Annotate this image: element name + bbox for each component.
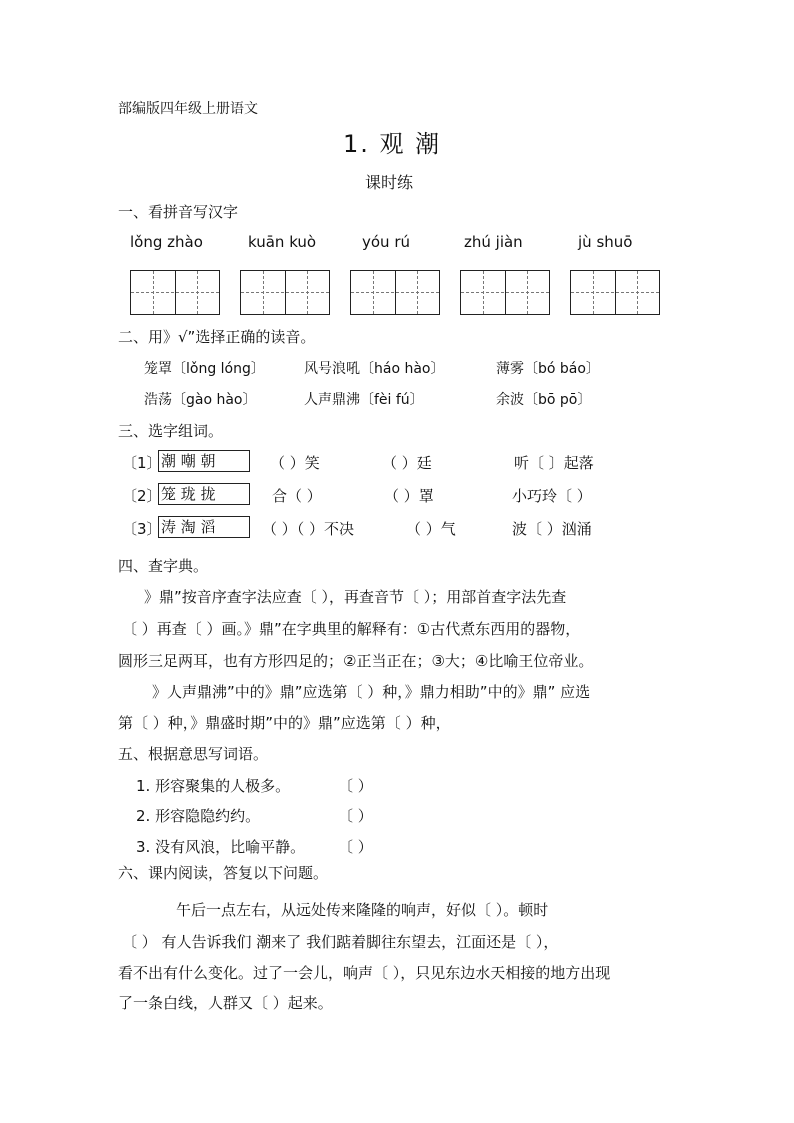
- reading-passage-line: 了一条白线，人群又〔 ）起来。: [118, 994, 333, 1012]
- page-title: 1. 观 潮: [343, 130, 442, 158]
- writing-grid-4[interactable]: [460, 270, 550, 315]
- word-blank[interactable]: （ ）气: [406, 520, 456, 538]
- row-number: 〔3〕: [122, 520, 162, 538]
- section-6-heading: 六、课内阅读，答复以下问题。: [118, 864, 329, 882]
- word-blank[interactable]: 小巧玲〔 ）: [512, 487, 592, 505]
- section-4-heading: 四、查字典。: [118, 557, 209, 575]
- reading-passage-line: 看不出有什么变化。过了一会儿，响声〔 ），只见东边水天相接的地方出现: [118, 964, 611, 982]
- section-1-heading: 一、看拼音写汉字: [118, 203, 239, 221]
- section-5-heading: 五、根据意思写词语。: [118, 745, 269, 763]
- char-choice-box: 笼 珑 拢: [158, 483, 250, 505]
- answer-blank[interactable]: 〔 ）: [338, 777, 373, 795]
- answer-blank[interactable]: 〔 ）: [338, 807, 373, 825]
- reading-passage-line: 午后一点左右，从远处传来隆隆的响声，好似〔 ）。顿时: [176, 901, 549, 919]
- word-blank[interactable]: （ ）笑: [270, 454, 320, 472]
- pinyin-3: yóu rú: [362, 233, 411, 251]
- pinyin-5: jù shuō: [578, 233, 633, 251]
- writing-grid-3[interactable]: [350, 270, 440, 315]
- word-blank[interactable]: （ ）（ ）不决: [262, 520, 355, 538]
- page-subtitle: 课时练: [365, 173, 414, 192]
- pronunciation-item[interactable]: 余波〔bō pō〕: [496, 392, 592, 408]
- reading-passage-line: 〔 ） 有人告诉我们 潮来了 我们踮着脚往东望去，江面还是〔 ），: [122, 933, 559, 951]
- dictionary-text-line: 圆形三足两耳，也有方形四足的；②正当正在；③大；④比喻王位帝业。: [118, 652, 594, 670]
- section-2-heading: 二、用》√”选择正确的读音。: [118, 328, 316, 346]
- dictionary-text-line: 》人声鼎沸”中的》鼎”应选第〔 ）种，》鼎力相助”中的》鼎” 应选: [152, 683, 591, 701]
- word-blank[interactable]: （ ）罩: [384, 487, 434, 505]
- pronunciation-item[interactable]: 笼罩〔lǒng lóng〕: [144, 361, 265, 377]
- pinyin-1: lǒng zhào: [130, 233, 203, 251]
- dictionary-text-line: 》鼎”按音序查字法应查〔 ），再查音节〔 ）；用部首查字法先查: [144, 588, 567, 606]
- word-blank[interactable]: 波〔 ）汹涌: [512, 520, 592, 538]
- char-choice-box: 涛 淘 滔: [158, 516, 250, 538]
- pronunciation-item[interactable]: 薄雾〔bó báo〕: [496, 361, 600, 377]
- meaning-item: 2. 形容隐隐约约。: [136, 807, 261, 825]
- pronunciation-item[interactable]: 人声鼎沸〔fèi fú〕: [304, 392, 424, 408]
- row-number: 〔2〕: [122, 487, 162, 505]
- word-blank[interactable]: （ ）廷: [382, 454, 432, 472]
- writing-grid-5[interactable]: [570, 270, 660, 315]
- dictionary-text-line: 第〔 ）种，》鼎盛时期”中的》鼎”应选第〔 ）种，: [118, 714, 451, 732]
- answer-blank[interactable]: 〔 ）: [338, 838, 373, 856]
- row-number: 〔1〕: [122, 454, 162, 472]
- header-subject: 部编版四年级上册语文: [118, 101, 258, 117]
- dictionary-text-line: 〔 ）再查〔 ）画。》鼎”在字典里的解释有：①古代煮东西用的器物，: [122, 620, 581, 638]
- pinyin-4: zhú jiàn: [464, 233, 523, 251]
- word-blank[interactable]: 听〔 〕起落: [514, 454, 594, 472]
- char-choice-box: 潮 嘲 朝: [158, 450, 250, 472]
- word-blank[interactable]: 合（ ）: [272, 487, 322, 505]
- section-3-heading: 三、选字组词。: [118, 422, 224, 440]
- meaning-item: 1. 形容聚集的人极多。: [136, 777, 291, 795]
- writing-grid-2[interactable]: [240, 270, 330, 315]
- writing-grid-1[interactable]: [130, 270, 220, 315]
- pronunciation-item[interactable]: 风号浪吼〔háo hào〕: [304, 361, 445, 377]
- pronunciation-item[interactable]: 浩荡〔gào hào〕: [144, 392, 257, 408]
- pinyin-2: kuān kuò: [248, 233, 317, 251]
- meaning-item: 3. 没有风浪，比喻平静。: [136, 838, 306, 856]
